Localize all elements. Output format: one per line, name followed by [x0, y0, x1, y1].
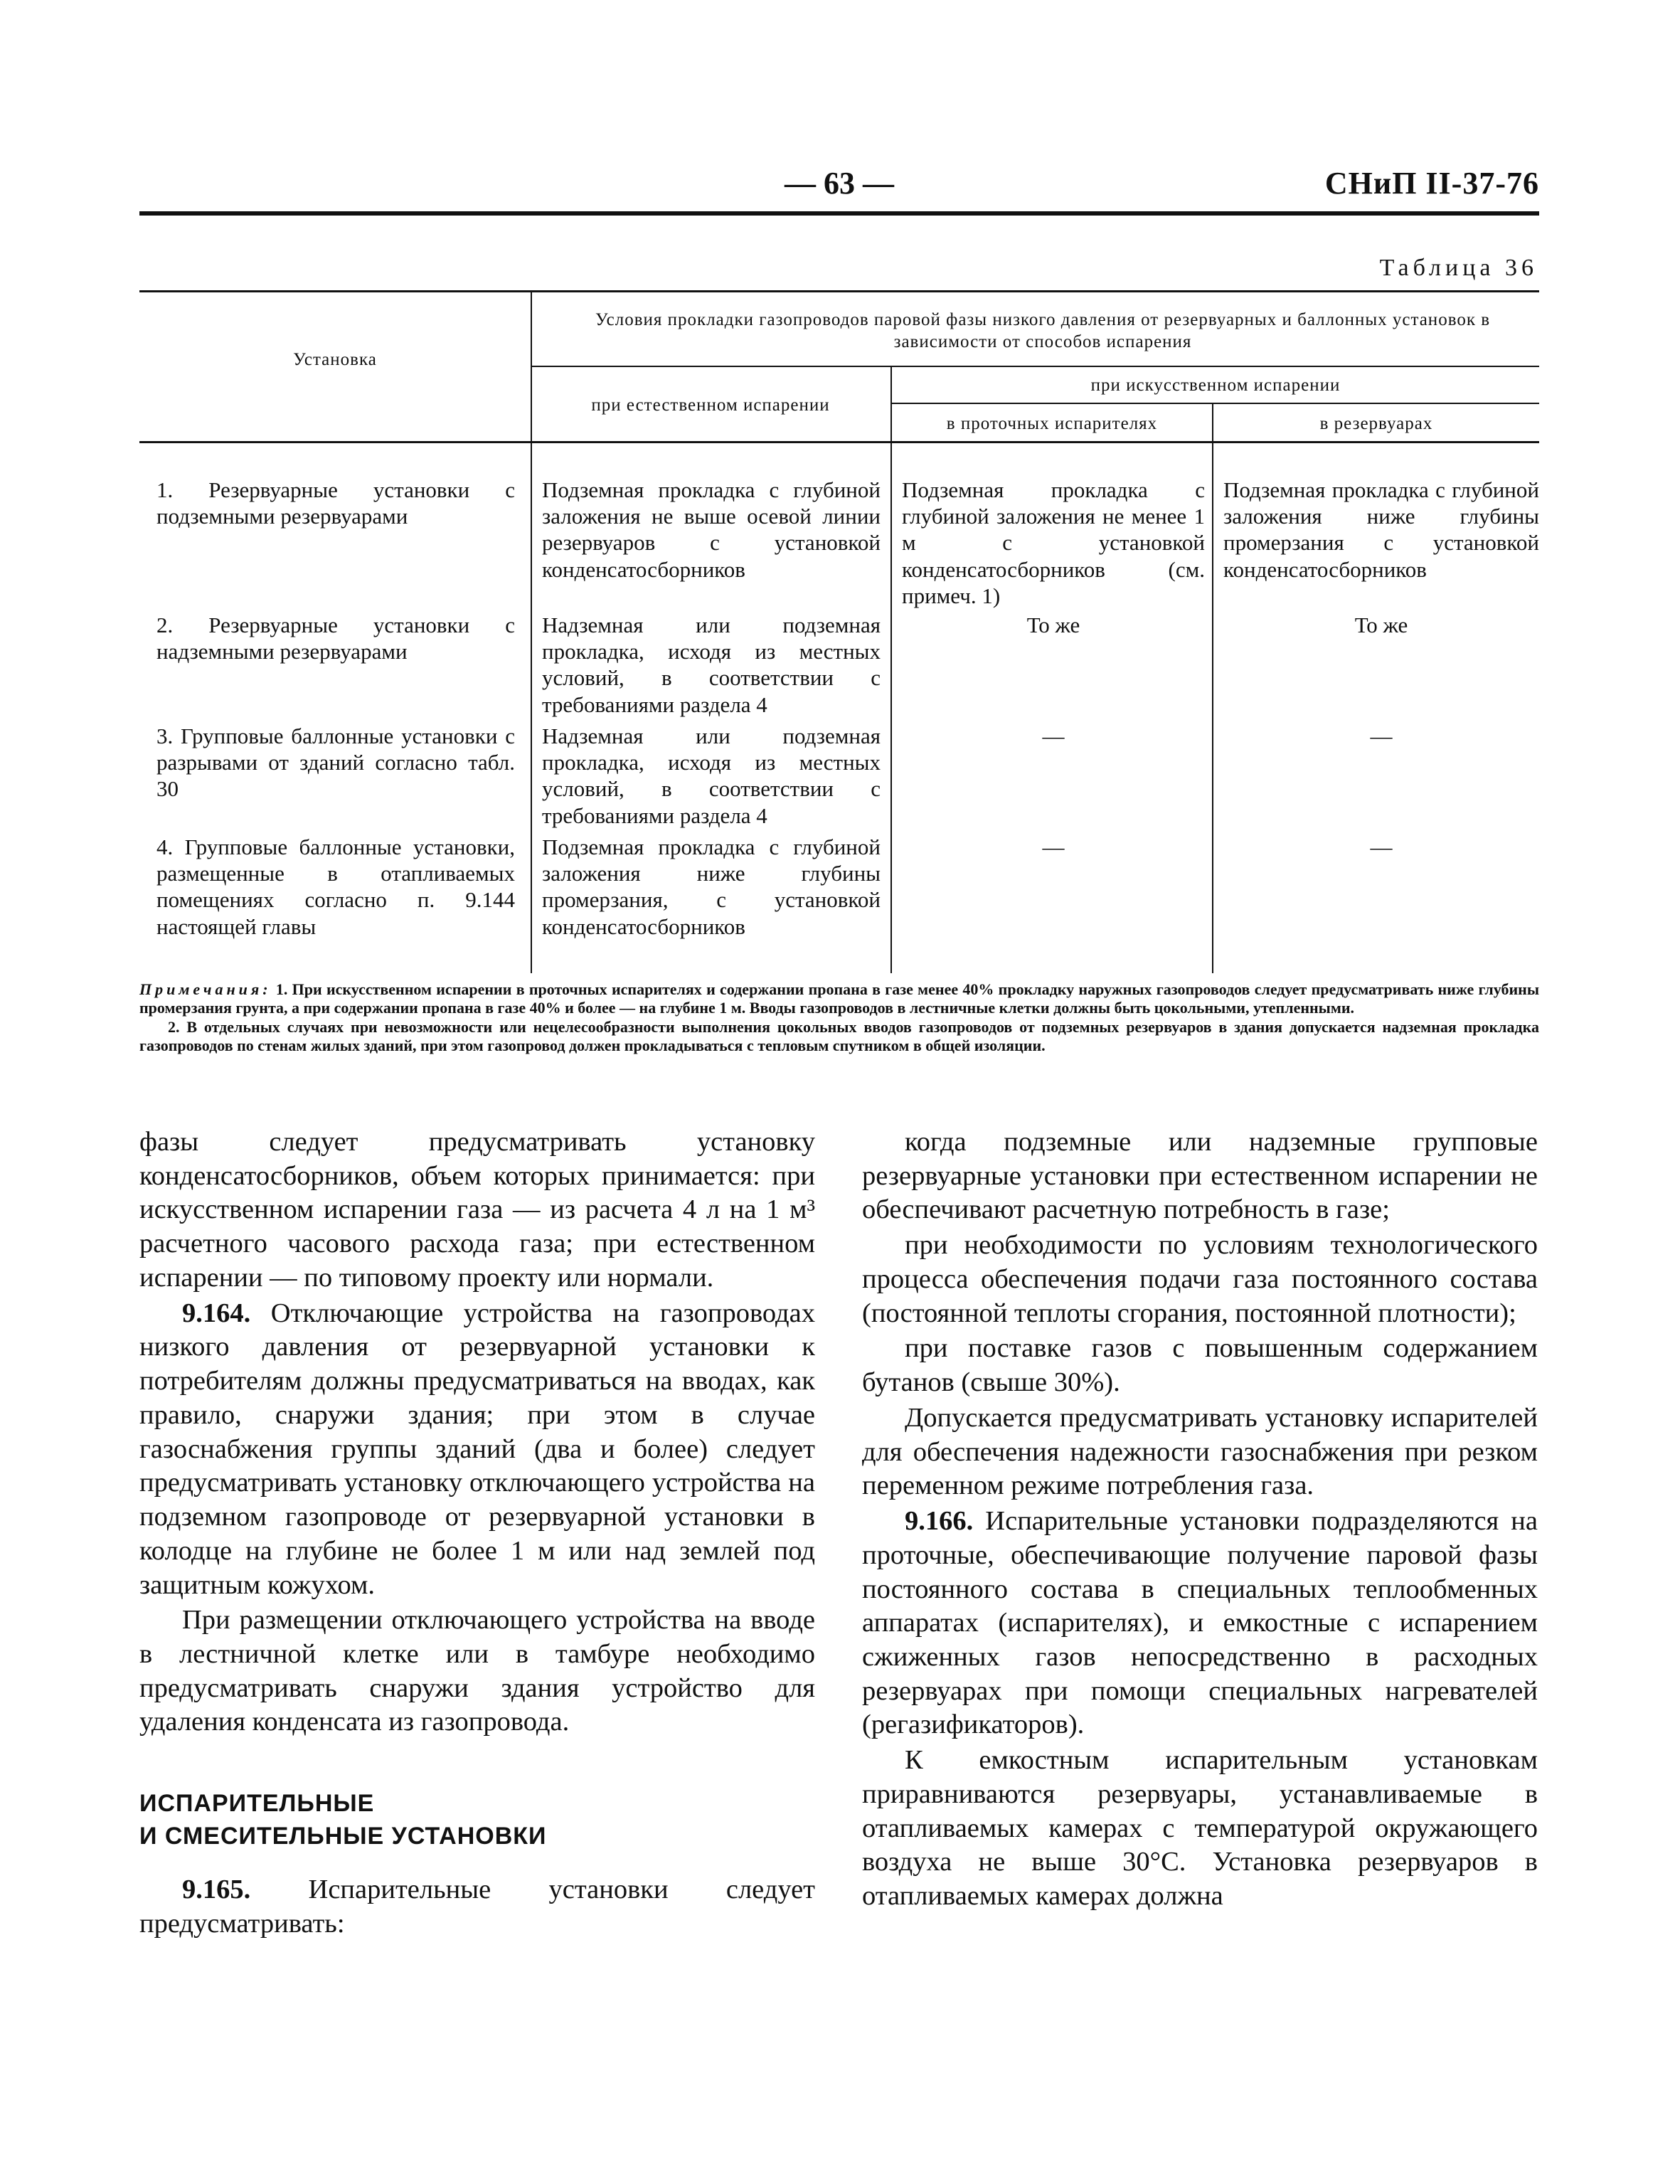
paragraph: фазы следует предусматривать установку конденсатосборников, объем которых принимается: при искусственном испарении газа — из расчета 4 л на 1 м³ расчетного часового расхода газа; при естественном испарении — по типовому проекту или нормали.: [139, 1127, 815, 1293]
page-number: — 63 —: [785, 166, 894, 201]
table-column-rule: [890, 367, 892, 973]
row-4-tank: —: [1370, 834, 1393, 859]
page-header: [139, 165, 1539, 208]
table-column-rule: [531, 290, 532, 973]
table-column-rule: [1212, 403, 1213, 973]
row-1-natural: Подземная прокладка с глубиной заложения не выше осевой линии резервуаров с установкой конденсатосборников: [542, 477, 881, 582]
right-text-column: [862, 1125, 1538, 1915]
section-heading: [139, 1788, 815, 1853]
header-conditions-group: Условия прокладки газопроводов паровой фазы низкого давления от резервуарных и баллонных установок в зависимости от способов испарения: [595, 310, 1491, 352]
row-3-tank: —: [1370, 723, 1393, 748]
notes-label: Примечания:: [139, 980, 272, 998]
header-installation: Установка: [293, 350, 377, 369]
table-caption: Таблица 36: [1379, 255, 1538, 281]
row-1-flow: Подземная прокладка с глубиной заложения не менее 1 м с установкой конденсатосборников (см. примеч. 1): [902, 477, 1205, 608]
document-code: СНиП II-37-76: [1324, 166, 1539, 201]
row-4-installation: 4. Групповые баллонные установки, размещенные в отапливаемых помещениях согласно п. 9.144 настоящей главы: [156, 834, 515, 939]
row-2-tank: То же: [1354, 613, 1408, 637]
header-rule: [139, 211, 1539, 216]
paragraph-9-166: [862, 1505, 1538, 1742]
left-text-column: [139, 1125, 815, 1942]
header-artificial-evaporation: при искусственном испарении: [1090, 376, 1341, 395]
paragraph-9-165: [139, 1873, 815, 1941]
paragraph: при необходимости по условиям технологического процесса обеспечения подачи газа постоянного состава (постоянной теплоты сгорания, постоянной плотности);: [862, 1230, 1538, 1328]
clause-text: Испарительные установки подразделяются на проточные, обеспечивающие получение паровой фазы постоянного состава в специальных теплообменных аппаратах (испарителях), и емкостные с испарением сжиженных газов непосредственно в расходных резервуарах при помощи специальных нагревателей (регазификаторов).: [862, 1506, 1538, 1740]
clause-number: 9.165.: [182, 1875, 251, 1904]
table-note-1: [139, 980, 1539, 1018]
header-natural-evaporation: при естественном испарении: [591, 396, 830, 415]
table-top-rule: [139, 290, 1539, 292]
row-1-tank: Подземная прокладка с глубиной заложения ниже глубины промерзания с установкой конденсатосборников: [1223, 477, 1539, 582]
conditions-table: [139, 290, 1539, 973]
row-4-natural: Подземная прокладка с глубиной заложения ниже глубины промерзания, с установкой конденсатосборников: [542, 834, 881, 939]
paragraph: когда подземные или надземные групповые резервуарные установки при естественном испарении не обеспечивают расчетную потребность в газе;: [862, 1127, 1538, 1225]
paragraph-9-164: [139, 1297, 815, 1603]
clause-text: Отключающие устройства на газопроводах низкого давления от резервуарной установки к потребителям должны предусматриваться на вводах, как правило, снаружи здания; при этом в случае газоснабжения группы зданий (два и более) следует предусматривать установку отключающего устройства на подземном газопроводе от резервуарной установки в колодце на глубине не более 1 м или над землей под защитным кожухом.: [139, 1298, 815, 1600]
header-flow-evaporators: в проточных испарителях: [946, 414, 1158, 433]
table-header-rule: [890, 403, 1539, 404]
paragraph: При размещении отключающего устройства на вводе в лестничной клетке или в тамбуре необходимо предусматривать снаружи здания устройство для удаления конденсата из газопровода.: [139, 1605, 815, 1737]
clause-number: 9.164.: [182, 1298, 251, 1328]
heading-line-1: ИСПАРИТЕЛЬНЫЕ: [139, 1790, 375, 1818]
row-2-natural: Надземная или подземная прокладка, исходя из местных условий, в соответствии с требованиями раздела 4: [542, 613, 881, 717]
paragraph: при поставке газов с повышенным содержанием бутанов (свыше 30%).: [862, 1333, 1538, 1398]
row-2-flow: То же: [1026, 613, 1080, 637]
paragraph: Допускается предусматривать установку испарителей для обеспечения надежности газоснабжения при резком переменном режиме потребления газа.: [862, 1402, 1538, 1501]
row-2-installation: 2. Резервуарные установки с надземными резервуарами: [156, 613, 515, 664]
row-3-flow: —: [1042, 723, 1065, 748]
table-header-rule: [531, 366, 1539, 367]
clause-number: 9.166.: [905, 1506, 974, 1537]
heading-line-2: И СМЕСИТЕЛЬНЫЕ УСТАНОВКИ: [139, 1823, 547, 1850]
row-3-natural: Надземная или подземная прокладка, исходя из местных условий, в соответствии с требованиями раздела 4: [542, 723, 881, 828]
table-note-2: 2. В отдельных случаях при невозможности или нецелесообразности выполнения цокольных вводов газопроводов от подземных резервуаров в здания допускается надземная прокладка газопроводов по стенам жилых зданий, при этом газопровод должен прокладываться с тепловым спутником в общей изоляции.: [139, 1017, 1539, 1055]
table-header-bottom-rule: [139, 441, 1539, 443]
row-1-installation: 1. Резервуарные установки с подземными резервуарами: [156, 477, 515, 529]
header-in-tanks: в резервуарах: [1319, 414, 1433, 433]
clause-text: Испарительные установки следует предусматривать:: [139, 1875, 815, 1939]
note-1-text: 1. При искусственном испарении в проточных испарителях и содержании пропана в газе менее 40% прокладку наружных газопроводов следует предусматривать ниже глубины промерзания грунта, а при содержании пропана в газе 40% и более — на глубине 1 м. Вводы газопроводов в лестничные клетки должны быть цокольными, утепленными.: [139, 980, 1540, 1017]
paragraph: К емкостным испарительным установкам приравниваются резервуары, устанавливаемые в отапливаемых камерах с температурой окружающего воздуха не выше 30°С. Установка резервуаров в отапливаемых камерах должна: [862, 1745, 1538, 1912]
row-4-flow: —: [1042, 834, 1065, 859]
row-3-installation: 3. Групповые баллонные установки с разрывами от зданий согласно табл. 30: [156, 723, 515, 802]
table-notes: [139, 980, 1539, 1056]
